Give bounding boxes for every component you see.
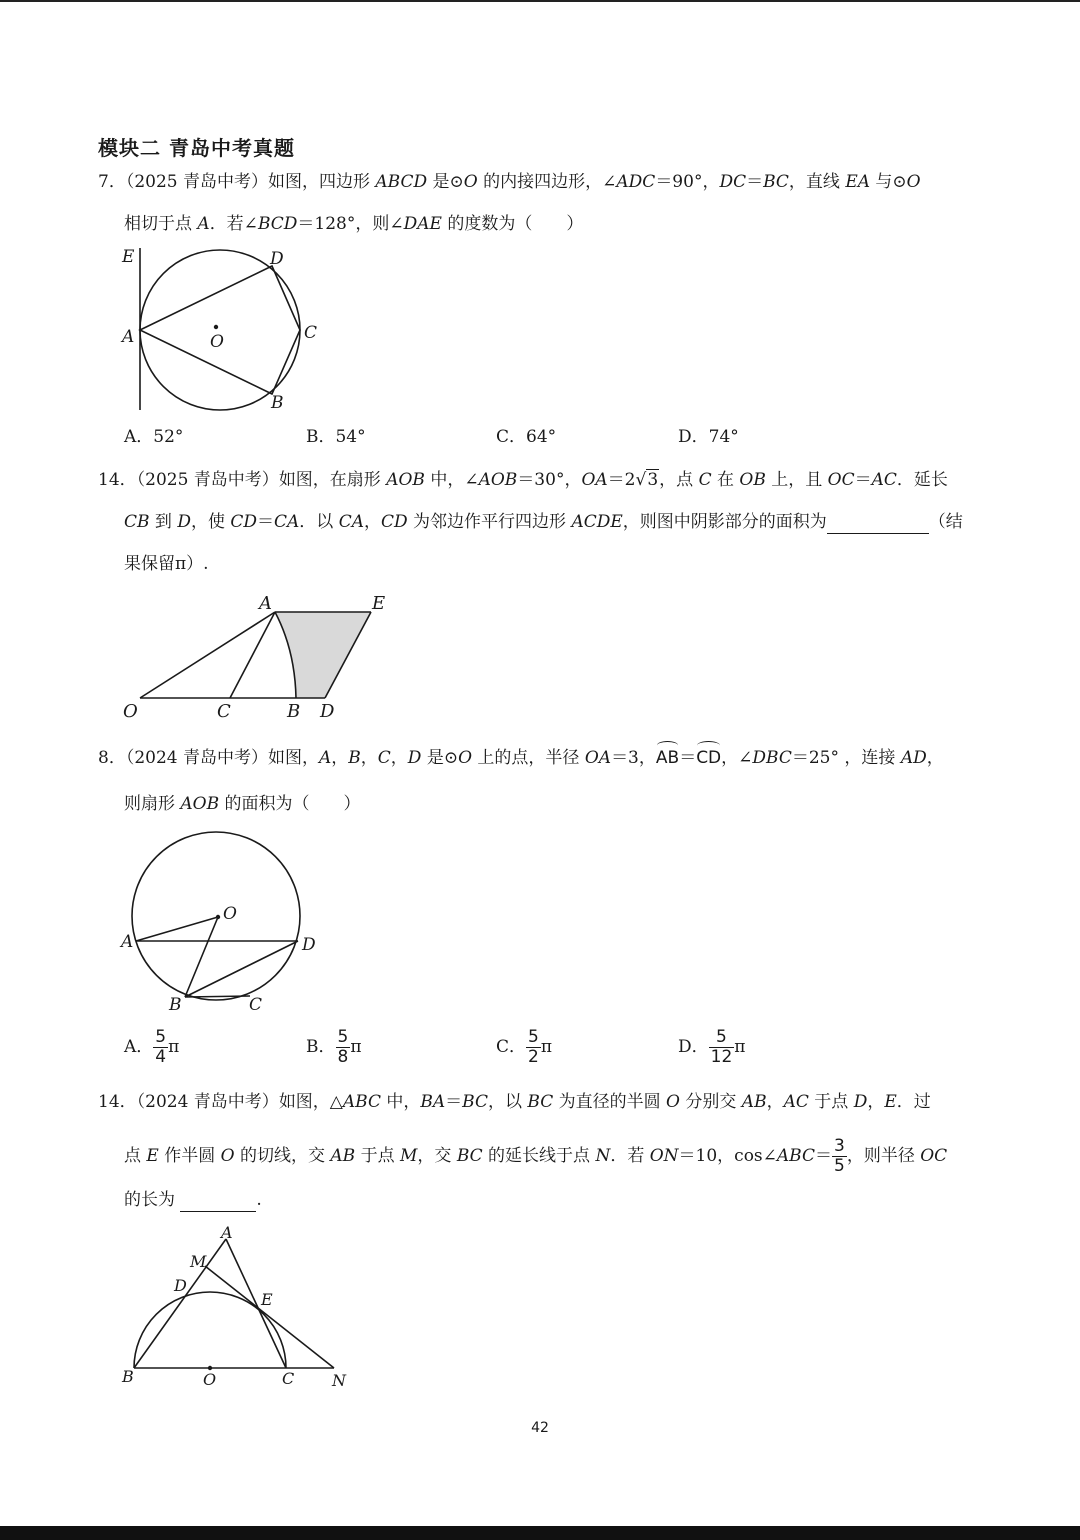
var: B	[348, 748, 361, 768]
var: ABCD	[375, 172, 428, 192]
segment-oa	[136, 917, 218, 941]
var: C	[698, 470, 712, 490]
label-o: O	[203, 1370, 217, 1389]
var: BC	[527, 1092, 554, 1112]
q14a-source: （2025 青岛中考）	[136, 470, 279, 490]
label-a: A	[221, 1223, 233, 1242]
var: AD	[900, 748, 927, 768]
q8-line-2	[124, 793, 361, 815]
top-border	[0, 0, 1080, 2]
segment-bc	[185, 996, 250, 997]
text: ，则图中阴影部分的面积为	[622, 512, 827, 532]
q14a-figure	[115, 585, 405, 725]
q7-option-c[interactable]: C．64°	[496, 427, 557, 447]
text: 上，且	[765, 470, 828, 490]
text: ，	[331, 748, 349, 768]
label-o: O	[223, 904, 237, 924]
option-letter: A．	[124, 1037, 154, 1057]
text: ＝	[679, 748, 697, 768]
q14b-line-2	[124, 1137, 947, 1176]
text: ，∠	[721, 748, 753, 768]
q7-source: （2025 青岛中考）	[125, 172, 268, 192]
var: OC	[827, 470, 855, 490]
page-number: 42	[531, 1420, 549, 1436]
text: 为直径的半圆	[553, 1092, 667, 1112]
var: DAE	[403, 214, 442, 234]
denominator: 12	[710, 1047, 733, 1067]
pi-symbol: π	[168, 1037, 180, 1057]
quadrilateral-abcd	[140, 266, 300, 394]
label-o: O	[210, 332, 224, 352]
center-dot	[214, 325, 218, 329]
text: ，	[390, 748, 408, 768]
q8-option-a[interactable]	[124, 1028, 179, 1067]
label-d: D	[270, 249, 284, 269]
q14a-number: 14．	[98, 470, 137, 490]
text: 中，∠	[424, 470, 479, 490]
text: ，	[926, 748, 944, 768]
var: D	[853, 1092, 868, 1112]
numerator: 5	[709, 1028, 735, 1048]
label-b: B	[122, 1367, 134, 1386]
q7-option-a[interactable]: A．52°	[124, 427, 184, 447]
q8-option-c[interactable]	[496, 1028, 552, 1067]
text: 的内接四边形，∠	[477, 172, 617, 192]
var: N	[595, 1146, 611, 1166]
var: AOB	[386, 470, 425, 490]
text: ．以	[299, 512, 339, 532]
q8-option-d[interactable]	[678, 1028, 745, 1067]
var: O	[666, 1092, 680, 1112]
text: 的长为	[124, 1190, 181, 1210]
var: M	[399, 1146, 418, 1166]
numerator: 3	[834, 1136, 845, 1156]
fraction	[336, 1028, 351, 1067]
text: ＝90°，	[655, 172, 720, 192]
var: D	[407, 748, 422, 768]
var: CA	[338, 512, 364, 532]
var: BC	[462, 1092, 488, 1112]
q7-option-d[interactable]: D．74°	[678, 427, 739, 447]
numerator: 5	[155, 1027, 167, 1047]
text: 的延长线于点	[482, 1146, 596, 1166]
var: AB	[741, 1092, 767, 1112]
answer-blank[interactable]	[827, 511, 929, 534]
var: OC	[920, 1146, 948, 1166]
q7-line-1	[98, 171, 921, 193]
q14b-number: 14．	[98, 1092, 137, 1112]
q8-option-b[interactable]	[306, 1028, 362, 1067]
pi-symbol: π	[734, 1037, 746, 1057]
text: ，	[360, 748, 378, 768]
text: ＝3，	[611, 748, 656, 768]
pi-symbol: π	[350, 1037, 362, 1057]
var: CD	[381, 512, 408, 532]
label-m: M	[190, 1252, 207, 1271]
text: 相切于点	[124, 214, 198, 234]
text: ，	[364, 512, 381, 532]
text: 上的点，半径	[472, 748, 585, 768]
text: ，以	[488, 1092, 528, 1112]
answer-blank[interactable]	[180, 1189, 256, 1212]
var: D	[177, 512, 191, 532]
label-e: E	[372, 593, 386, 614]
sqrt-radicand: 3	[647, 470, 659, 490]
text: 于点	[355, 1146, 400, 1166]
label-b: B	[271, 393, 284, 413]
text: ．过	[896, 1092, 931, 1112]
text: ，交	[417, 1146, 457, 1166]
text: 是⊙	[427, 172, 464, 192]
text: ．若∠	[209, 214, 258, 234]
text: ，	[766, 1092, 784, 1112]
q14b-line-1	[98, 1091, 931, 1113]
fraction	[153, 1028, 168, 1067]
text: 则扇形	[124, 794, 181, 814]
text: 的度数为（ ）	[441, 214, 584, 234]
circle-o	[132, 832, 300, 1000]
label-n: N	[332, 1371, 346, 1390]
q14a-line-3: 果保留π）.	[124, 554, 209, 574]
text: （结	[928, 512, 963, 532]
text: ，	[867, 1092, 885, 1112]
text: 如图，△	[278, 1092, 343, 1112]
var: DC	[719, 172, 747, 192]
text: ＝	[815, 1146, 832, 1166]
segment-ac	[226, 1239, 286, 1368]
center-dot	[216, 915, 220, 919]
label-b: B	[287, 701, 301, 722]
text: ＝	[746, 172, 764, 192]
var: ADC	[616, 172, 656, 192]
text: 如图，	[268, 748, 319, 768]
fraction	[709, 1028, 735, 1067]
label-c: C	[217, 701, 231, 722]
label-d: D	[174, 1276, 187, 1295]
q8-line-1	[98, 747, 944, 769]
option-letter: B．	[306, 1037, 336, 1057]
var: CA	[274, 512, 300, 532]
option-letter: D．	[678, 1037, 709, 1057]
var: ABC	[342, 1092, 381, 1112]
text: ，则半径	[846, 1146, 921, 1166]
var: BA	[420, 1092, 446, 1112]
text: ＝10，cos∠	[678, 1146, 777, 1166]
fraction-three-fifths	[832, 1137, 847, 1176]
var: AC	[783, 1092, 809, 1112]
q14b-figure	[115, 1222, 365, 1392]
label-c: C	[249, 995, 263, 1015]
q8-source: （2024 青岛中考）	[125, 748, 268, 768]
q14b-source: （2024 青岛中考）	[136, 1092, 279, 1112]
q14b-line-3	[124, 1189, 262, 1212]
label-d: D	[302, 935, 316, 955]
q14a-line-2	[124, 511, 963, 534]
var: CB	[124, 512, 150, 532]
text: 的面积为（ ）	[219, 794, 361, 814]
text: 到	[149, 512, 178, 532]
segment-oa	[140, 612, 275, 698]
var: O	[906, 172, 921, 192]
label-b: B	[169, 995, 182, 1015]
var: CD	[230, 512, 257, 532]
q7-line-2	[124, 213, 583, 235]
text: ．延长	[896, 470, 948, 490]
label-a: A	[259, 593, 272, 614]
var: AB	[330, 1146, 356, 1166]
text: 如图，在扇形	[278, 470, 387, 490]
text: ，使	[190, 512, 231, 532]
numerator: 5	[337, 1027, 349, 1047]
text: 是⊙	[421, 748, 459, 768]
tangent-mn	[205, 1266, 334, 1368]
var: AOB	[180, 794, 220, 814]
label-d: D	[320, 701, 335, 722]
text: 的切线，交	[234, 1146, 331, 1166]
text: ＝	[257, 512, 274, 532]
arc-ab-symbol: AB	[655, 748, 680, 768]
q7-figure	[110, 240, 330, 420]
denominator: 4	[155, 1047, 167, 1067]
segment-ca	[230, 612, 275, 698]
text: ＝30°，	[517, 470, 582, 490]
var: OA	[584, 748, 612, 768]
text: 于点	[808, 1092, 854, 1112]
label-e: E	[122, 247, 135, 267]
denominator: 2	[528, 1047, 539, 1067]
shaded-region	[275, 612, 371, 698]
text: 中，	[380, 1092, 421, 1112]
text: 如图，四边形	[268, 172, 376, 192]
segment-ob	[185, 917, 218, 997]
text: 在	[711, 470, 740, 490]
pi-symbol: π	[540, 1037, 553, 1057]
numerator: 5	[528, 1027, 539, 1047]
fraction	[526, 1028, 541, 1067]
var: EA	[845, 172, 871, 192]
arc-cd-symbol: CD	[696, 748, 722, 768]
var: E	[884, 1092, 897, 1112]
var: O	[220, 1146, 235, 1166]
label-a: A	[121, 932, 134, 952]
var: A	[319, 748, 332, 768]
text: 点	[124, 1146, 147, 1166]
text: ．若	[610, 1146, 650, 1166]
text: ＝128°，则∠	[297, 214, 404, 234]
var: OB	[739, 470, 766, 490]
option-letter: C．	[496, 1037, 527, 1057]
text: 为邻边作平行四边形	[407, 512, 572, 532]
var: BC	[456, 1146, 483, 1166]
text: ，点	[659, 470, 699, 490]
var: O	[463, 172, 478, 192]
var: E	[146, 1146, 159, 1166]
segment-ab	[134, 1239, 226, 1368]
label-e: E	[261, 1290, 273, 1309]
bottom-bar	[0, 1526, 1080, 1540]
label-a: A	[122, 327, 135, 347]
q8-figure	[115, 825, 335, 1025]
text: ＝	[445, 1092, 463, 1112]
text: 与⊙	[870, 172, 907, 192]
q7-option-b[interactable]: B．54°	[306, 427, 366, 447]
var: OA	[581, 470, 608, 490]
q7-number: 7．	[98, 172, 126, 192]
text: 分别交	[679, 1092, 742, 1112]
var: ON	[649, 1146, 679, 1166]
var: DBC	[752, 748, 792, 768]
label-c: C	[282, 1369, 295, 1388]
q14a-line-1: 14．（2025 青岛中考）如图，在扇形 AOB 中，∠AOB＝30°，OA＝2√3，点 C 在 OB 上，且 OC＝AC．延长	[98, 470, 948, 490]
var: BCD	[257, 214, 298, 234]
section-heading: 模块二 青岛中考真题	[98, 136, 295, 160]
var: AC	[871, 470, 897, 490]
denominator: 5	[834, 1156, 845, 1176]
label-c: C	[304, 323, 318, 343]
text: ＝	[854, 470, 872, 490]
var: ACDE	[571, 512, 623, 532]
text: ＝25° ，连接	[791, 748, 901, 768]
var: AOB	[478, 470, 518, 490]
text: .	[256, 1190, 262, 1210]
denominator: 8	[337, 1047, 349, 1067]
text: ＝2	[607, 470, 636, 490]
var: O	[458, 748, 473, 768]
text: 作半圆	[158, 1146, 221, 1166]
var: ABC	[776, 1146, 815, 1166]
var: C	[377, 748, 391, 768]
var: A	[197, 214, 210, 234]
var: BC	[763, 172, 789, 192]
label-o: O	[123, 701, 138, 722]
text: ，直线	[788, 172, 846, 192]
q8-number: 8．	[98, 748, 126, 768]
